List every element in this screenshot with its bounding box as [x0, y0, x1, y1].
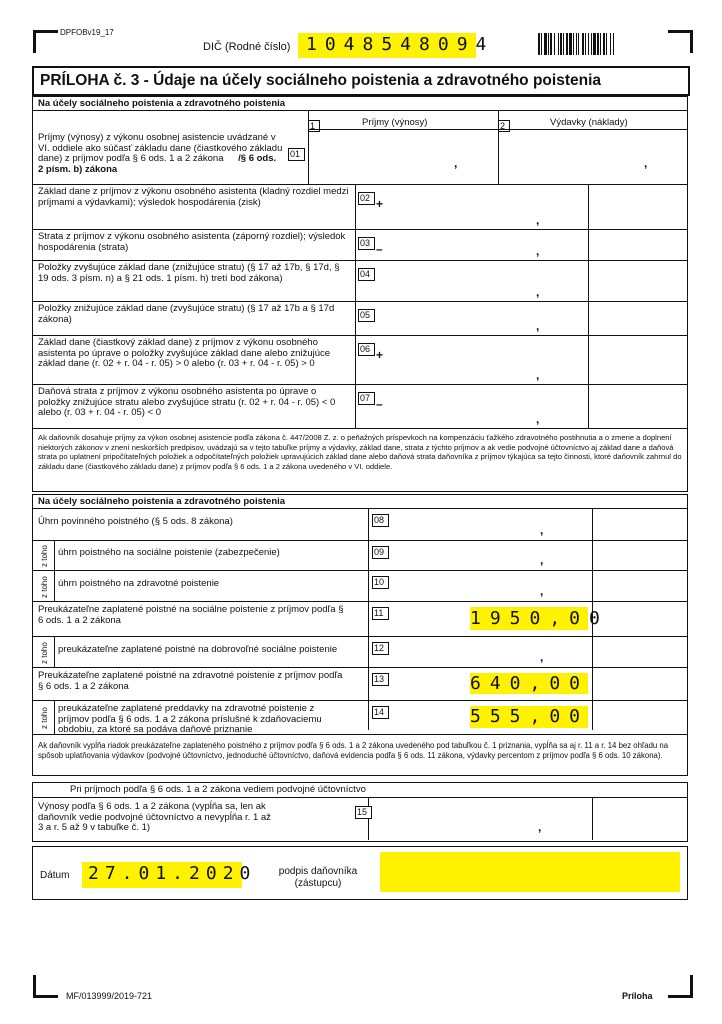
barcode-bar	[558, 33, 559, 55]
row-05-number: 05	[358, 309, 375, 322]
row-08-value-field[interactable]: ,	[540, 523, 544, 537]
row-07-field[interactable]: ,	[536, 412, 540, 426]
barcode-bar	[597, 33, 599, 55]
z-toho-label: z toho	[40, 545, 49, 567]
form-code: DPFOBv19_17	[60, 28, 114, 37]
row-01-income-field[interactable]: ,	[454, 156, 458, 170]
row-07-number: 07	[358, 392, 375, 405]
row-01-number: 01	[288, 148, 305, 161]
row-02-field[interactable]: ,	[536, 213, 540, 227]
barcode-bar	[538, 33, 540, 55]
row-09-value-field[interactable]: ,	[540, 553, 544, 567]
z-toho-label: z toho	[40, 575, 49, 598]
barcode-bar	[560, 33, 562, 55]
section-2-heading: Na účely sociálneho poistenia a zdravotného poistenia	[38, 496, 286, 507]
row-04-field[interactable]: ,	[536, 285, 540, 299]
z-toho-label: z toho	[40, 641, 49, 664]
row-07-label: Daňová strata z príjmov z výkonu osobného asistenta po úprave o položky znižujúce stratu alebo zvyšujúce stratu (r. 02 + r. 04 - r. 05) < 0 alebo (r. 03 + r. 04 - r. 05) < 0	[38, 386, 336, 418]
row-07-sign: –	[376, 397, 383, 411]
section-2-note: Ak daňovník vypĺňa riadok preukázateľne zaplateného poistného z príjmov podľa § 6 ods. 1 a 2 zákona uvedeného pod tabuľkou č. 1 priznania, vypĺňa sa aj r. 11 a r. 14 bez ohľadu na spôsob uplatňovania výdavkov (podvojné účtovníctvo, jednoduché účtovníctvo, daňová evidencia podľa § 6 ods. 11 zákona, výdavky percentom z príjmov podľa § 6 ods. 10 zákona).	[38, 741, 669, 760]
row-10-number: 10	[372, 576, 389, 589]
signature-label: podpis daňovníka (zástupcu)	[278, 866, 358, 889]
date-label: Dátum	[40, 870, 70, 881]
row-15-number: 15	[355, 806, 372, 819]
dic-field[interactable]	[298, 33, 495, 58]
date-value: 27.01.2020	[88, 863, 257, 884]
row-04-number: 04	[358, 268, 375, 281]
col-2-header: Výdavky (náklady)	[550, 117, 628, 128]
barcode-bar	[566, 33, 568, 55]
row-03-label: Strata z príjmov z výkonu osobného asistenta (záporný rozdiel); výsledok hospodárenia (strata)	[38, 231, 346, 253]
row-13-number: 13	[372, 673, 389, 686]
date-field[interactable]	[82, 862, 257, 888]
row-06-sign: +	[376, 348, 384, 362]
row-12-number: 12	[372, 642, 389, 655]
barcode-bar	[603, 33, 605, 55]
row-11-value: 1950,00	[470, 608, 609, 629]
row-14-value: 555,00	[470, 706, 590, 727]
row-05-label: Položky znižujúce základ dane (zvyšujúce stratu) (§ 17 až 17b a § 17d zákona)	[38, 303, 335, 325]
row-08-number: 08	[372, 514, 389, 527]
row-11-number: 11	[372, 607, 389, 620]
page-title: PRÍLOHA č. 3 - Údaje na účely sociálneho poistenia a zdravotného poistenia	[32, 66, 690, 96]
barcode-bar	[593, 33, 596, 55]
col-1-number: 1	[308, 120, 320, 132]
barcode-bar	[576, 33, 577, 55]
row-13-label: Preukázateľne zaplatené poistné na zdravotné poistenie z príjmov podľa § 6 ods. 1 a 2 zákona	[38, 670, 343, 692]
row-05-field[interactable]: ,	[536, 319, 540, 333]
barcode-bar	[548, 33, 549, 55]
row-14-number: 14	[372, 706, 389, 719]
section-3-heading: Pri príjmoch podľa § 6 ods. 1 a 2 zákona vediem podvojné účtovníctvo	[70, 784, 366, 795]
row-13-value: 640,00	[470, 673, 590, 694]
barcode-bar	[610, 33, 611, 55]
row-13-value-field[interactable]	[470, 673, 588, 694]
corner-mark-tl	[33, 30, 58, 53]
row-09-label: úhrn poistného na sociálne poistenie (zabezpečenie)	[58, 547, 280, 558]
row-03-number: 03	[358, 237, 375, 250]
row-10-label: úhrn poistného na zdravotné poistenie	[58, 577, 220, 589]
row-12-value-field[interactable]: ,	[540, 650, 544, 664]
barcode-bar	[591, 33, 592, 55]
barcode	[538, 33, 642, 55]
barcode-bar	[550, 33, 552, 55]
barcode-bar	[541, 33, 542, 55]
row-02-label: Základ dane z príjmov z výkonu osobného asistenta (kladný rozdiel medzi príjmami a výdavkami); výsledok hospodárenia (zisk)	[38, 186, 349, 208]
row-11-label: Preukázateľne zaplatené poistné na sociálne poistenie z príjmov podľa § 6 ods. 1 a 2 zákona	[38, 604, 344, 626]
footer-page-label: Príloha	[622, 991, 653, 1001]
row-08-label: Úhrn povinného poistného (§ 5 ods. 8 zákona)	[38, 516, 233, 527]
col-1-header: Príjmy (výnosy)	[362, 117, 428, 128]
row-01-label: Príjmy (výnosy) z výkonu osobnej asistencie uvádzané v VI. oddiele ako súčasť základu dane (čiastkového základu dane) z príjmov podľa § 6 ods. 1 a 2 zákona /§ 6 ods. 2 písm. b) zákona	[38, 132, 283, 175]
section-1-note: Ak daňovník dosahuje príjmy za výkon osobnej asistencie podľa zákona č. 447/2008 Z. z. o peňažných príspevkoch na kompenzáciu ťažkého zdravotného postihnutia a o zmene a doplnení niektorých zákonov v znení neskorších predpisov, uvádzajú sa v tejto tabuľke príjmy a výdavky, základ dane, strata z týchto príjmov a ak vedie podvojné účtovníctvo aj základ dane a daňová strata po uplatnení pripočítateľných položiek a odpočítateľných položiek upravujúcich základ dane alebo daňová strata daňovníka z príjmov týkajúca sa tejto činnosti, ktoré daňovník zahrnul do základu dane (čiastkového základu dane) z príjmov podľa § 6 ods. 1 a 2 zákona uvedeného v VI. oddiele.	[38, 433, 682, 471]
row-10-value-field[interactable]: ,	[540, 584, 544, 598]
dic-label: DIČ (Rodné číslo)	[203, 41, 291, 53]
row-01-expense-field[interactable]: ,	[644, 156, 648, 170]
row-04-label: Položky zvyšujúce základ dane (znižujúce stratu) (§ 17 až 17b, § 17d, § 19 ods. 3 písm. n) a § 21 ods. 1 písm. h) tretí bod zákona)	[38, 262, 340, 284]
barcode-bar	[544, 33, 547, 55]
row-03-sign: –	[376, 242, 383, 256]
row-14-label: preukázateľne zaplatené preddavky na zdravotné poistenie z príjmov podľa § 6 ods. 1 a 2 zákona príslušné k zdaňovaciemu obdobiu, za ktoré sa podáva daňové priznanie	[58, 703, 322, 735]
z-toho-label: z toho	[40, 707, 49, 729]
barcode-bar	[573, 33, 574, 55]
barcode-bar	[588, 33, 589, 55]
row-03-field[interactable]: ,	[536, 244, 540, 258]
corner-mark-tr	[668, 30, 693, 53]
barcode-bar	[600, 33, 601, 55]
dic-value: 1048548094	[306, 34, 495, 55]
corner-mark-bl	[33, 975, 58, 998]
barcode-bar	[585, 33, 586, 55]
footer-doc-id: MF/013999/2019-721	[66, 991, 153, 1001]
row-15-field[interactable]: ,	[538, 820, 542, 834]
row-06-number: 06	[358, 343, 375, 356]
row-02-number: 02	[358, 192, 375, 205]
barcode-bar	[613, 33, 614, 55]
barcode-bar	[569, 33, 572, 55]
section-1-heading: Na účely sociálneho poistenia a zdravotného poistenia	[38, 98, 286, 109]
row-12-label: preukázateľne zaplatené poistné na dobrovoľné sociálne poistenie	[58, 643, 338, 655]
row-09-number: 09	[372, 546, 389, 559]
barcode-bar	[582, 33, 584, 55]
row-06-label: Základ dane (čiastkový základ dane) z príjmov z výkonu osobného asistenta po úprave o položky zvyšujúce základ dane alebo znižujúce základ dane (r. 02 + r. 04 - r. 05) > 0 alebo (r. 03 + r. 04 - r. 05) > 0	[38, 337, 331, 369]
barcode-bar	[578, 33, 579, 55]
row-11-value-field[interactable]	[470, 607, 609, 630]
row-14-value-field[interactable]	[470, 706, 588, 728]
row-15-label: Výnosy podľa § 6 ods. 1 a 2 zákona (vypĺňa sa, len ak daňovník vedie podvojné účtovníctvo a nevypĺňa r. 1 až 3 a r. 5 až 9 v tabuľke č. 1)	[38, 801, 271, 833]
col-2-number: 2	[498, 120, 510, 132]
barcode-bar	[563, 33, 564, 55]
signature-field[interactable]	[380, 852, 680, 892]
barcode-bar	[554, 33, 555, 55]
row-06-field[interactable]: ,	[536, 368, 540, 382]
corner-mark-br	[668, 975, 693, 998]
row-02-sign: +	[376, 197, 384, 211]
barcode-bar	[606, 33, 607, 55]
